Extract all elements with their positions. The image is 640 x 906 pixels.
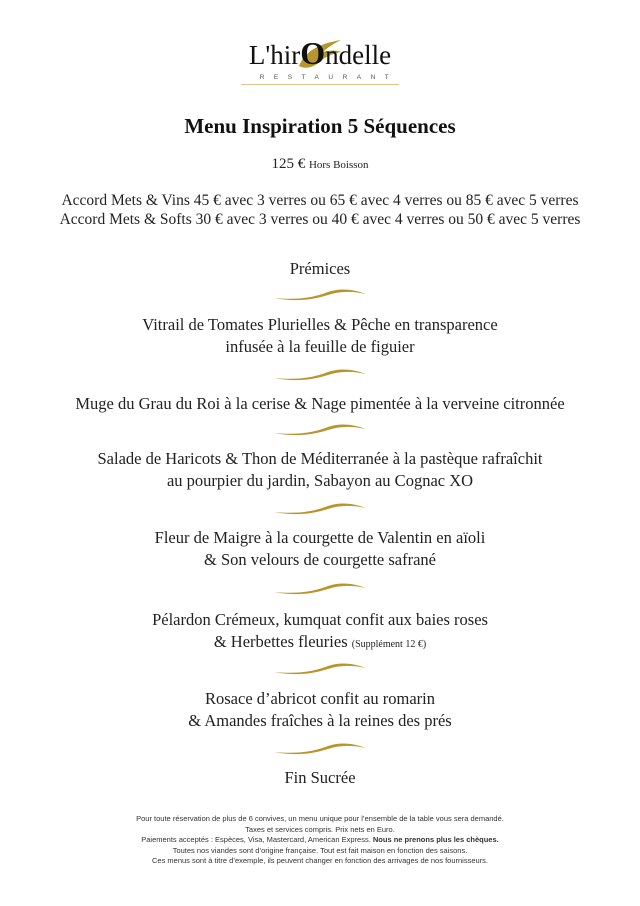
swoosh-divider-icon	[272, 740, 368, 756]
swoosh-divider-icon	[272, 660, 368, 676]
footer-line-3	[0, 835, 640, 846]
price-note: Hors Boisson	[308, 159, 369, 171]
course-4	[0, 527, 640, 571]
logo-subtitle: RESTAURANT	[259, 74, 399, 81]
footer-line-2: Taxes et services compris. Prix nets en Euro.	[245, 824, 395, 834]
wine-pairing: Accord Mets & Vins 45 € avec 3 verres ou 65 € avec 4 verres ou 85 € avec 5 verres	[61, 192, 579, 209]
course-5-line-1: Pélardon Crémeux, kumquat confit aux baies roses	[152, 610, 488, 629]
section-opening: Prémices	[289, 259, 351, 278]
section-closing: Fin Sucrée	[284, 768, 356, 787]
course-2	[0, 393, 640, 415]
course-3-line-1: Salade de Haricots & Thon de Méditerranée à la pastèque rafraîchit	[97, 449, 543, 468]
footer-no-cheques: Nous ne prenons plus les chèques.	[372, 835, 499, 845]
course-4-line-2: & Son velours de courgette safrané	[204, 550, 436, 569]
swoosh-divider-icon	[272, 366, 368, 382]
course-6-line-2: & Amandes fraîches à la reines des prés	[188, 711, 452, 730]
course-1-line-2: infusée à la feuille de figuier	[225, 337, 415, 356]
swoosh-divider-icon	[272, 580, 368, 596]
course-1-line-1: Vitrail de Tomates Plurielles & Pêche en transparence	[142, 315, 498, 334]
course-3	[0, 448, 640, 492]
price-value: 125 €	[271, 156, 306, 172]
pairings	[0, 191, 640, 229]
footer-line-5: Ces menus sont à titre d’exemple, ils peuvent changer en fonction des arrivages de nos fournisseurs.	[151, 856, 489, 866]
soft-pairing: Accord Mets & Softs 30 € avec 3 verres ou 40 € avec 4 verres ou 50 € avec 5 verres	[59, 211, 581, 228]
menu-title: Menu Inspiration 5 Séquences	[184, 114, 456, 138]
supplement-note: (Supplément 12 €)	[351, 639, 427, 650]
logo-divider	[241, 84, 399, 85]
course-5-line-2-wrap	[0, 631, 640, 656]
course-1	[0, 314, 640, 358]
logo-wordmark	[248, 35, 392, 71]
course-5-line-2: & Herbettes fleuries	[213, 632, 348, 651]
course-6	[0, 688, 640, 732]
course-2-line-1: Muge du Grau du Roi à la cerise & Nage pimentée à la verveine citronnée	[75, 394, 565, 413]
footer-line-1: Pour toute réservation de plus de 6 convives, un menu unique pour l’ensemble de la table vous sera demandé.	[136, 814, 504, 823]
course-3-line-2: au pourpier du jardin, Sabayon au Cognac XO	[166, 471, 474, 490]
logo-text-1: L'hir	[248, 40, 301, 70]
swoosh-divider-icon	[272, 500, 368, 516]
footer-payments: Paiements acceptés : Espèces, Visa, Mastercard, American Express.	[141, 835, 371, 845]
course-4-line-1: Fleur de Maigre à la courgette de Valentin en aïoli	[154, 528, 486, 547]
footer-notes	[0, 814, 640, 867]
menu-price	[0, 156, 640, 173]
course-6-line-1: Rosace d’abricot confit au romarin	[205, 689, 435, 708]
restaurant-logo	[0, 35, 640, 85]
swoosh-divider-icon	[272, 421, 368, 437]
logo-text-o: O	[300, 35, 326, 71]
footer-line-4: Toutes nos viandes sont d’origine française. Tout est fait maison en fonction des saisons.	[172, 845, 468, 855]
course-5	[0, 609, 640, 656]
swoosh-divider-icon	[272, 286, 368, 302]
logo-text-2: ndelle	[325, 40, 392, 70]
